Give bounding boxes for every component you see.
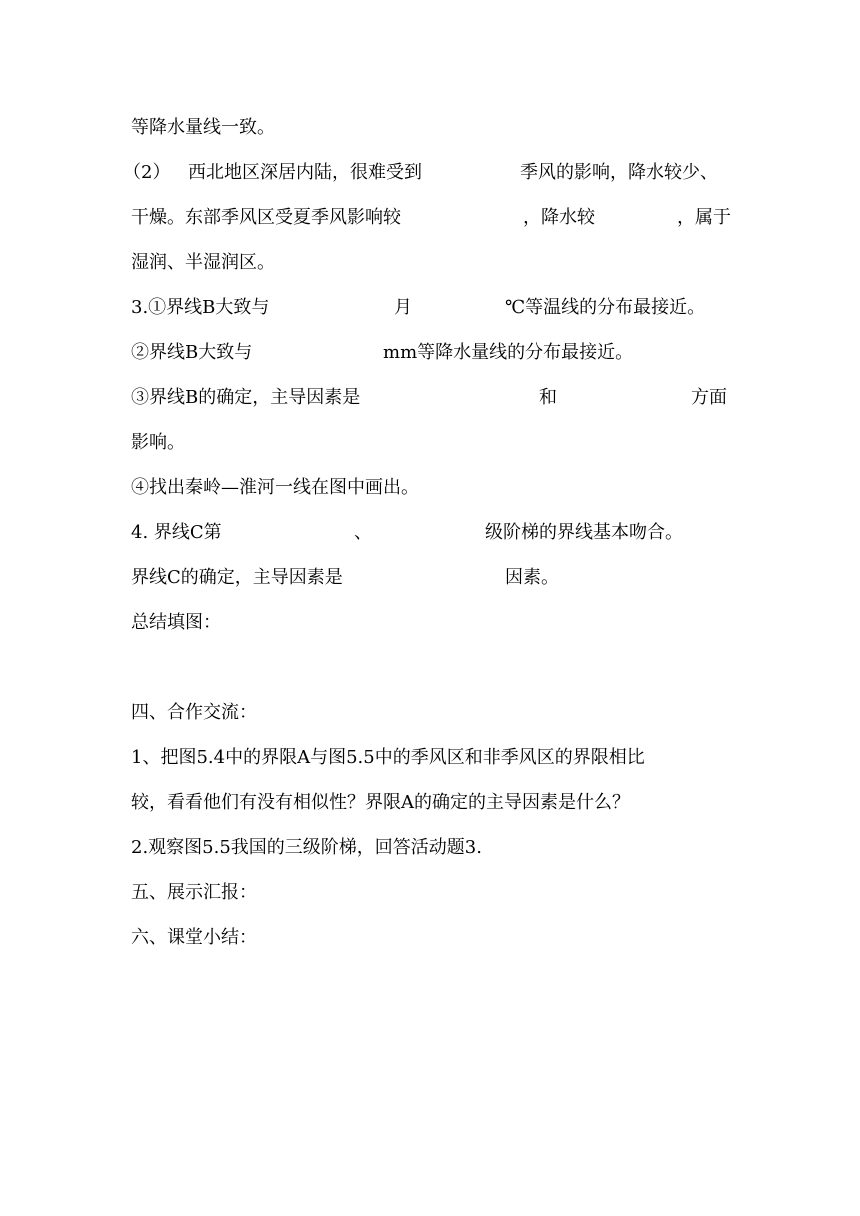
paragraph-text: 较，看看他们有没有相似性？界限A的确定的主导因素是什么？ <box>131 792 630 813</box>
question-text: 因素。 <box>505 567 559 588</box>
text-line <box>131 563 731 593</box>
text-line <box>131 248 731 278</box>
question-text: 和 <box>539 387 557 408</box>
paragraph-text: 干燥。东部季风区受夏季风影响较 <box>131 207 401 228</box>
section-heading: 四、合作交流： <box>131 702 257 723</box>
section-heading: 五、展示汇报： <box>131 882 257 903</box>
text-line <box>131 833 731 863</box>
question-text: mm等降水量线的分布最接近。 <box>383 342 634 363</box>
question-text: ③界线B的确定，主导因素是 <box>131 387 361 408</box>
question-text: ④找出秦岭—淮河一线在图中画出。 <box>131 477 419 498</box>
text-line <box>131 518 731 548</box>
question-text: 方面 <box>691 387 727 408</box>
paragraph-text: 2.观察图5.5我国的三级阶梯，回答活动题3. <box>131 837 482 858</box>
text-line <box>131 383 731 413</box>
section-heading: 六、课堂小结： <box>131 927 257 948</box>
section-label: 总结填图： <box>131 612 221 633</box>
text-line <box>131 608 731 638</box>
question-text: 3.①界线B大致与 <box>131 297 270 318</box>
paragraph-text: ，属于 <box>677 207 731 228</box>
question-text: ℃等温线的分布最接近。 <box>505 297 706 318</box>
question-text: ②界线B大致与 <box>131 342 253 363</box>
text-line <box>131 113 731 143</box>
item-number: （2） <box>123 162 171 183</box>
text-line <box>131 698 731 728</box>
text-line <box>131 293 731 323</box>
paragraph-text: 季风的影响，降水较少、 <box>520 162 718 183</box>
paragraph-text: 等降水量线一致。 <box>131 117 275 138</box>
paragraph-text: 湿润、半湿润区。 <box>131 252 275 273</box>
text-line <box>131 473 731 503</box>
text-line <box>131 428 731 458</box>
text-line <box>131 743 731 773</box>
question-text: 、 <box>354 522 372 543</box>
text-line <box>131 338 731 368</box>
text-line <box>131 923 731 953</box>
question-text: 4. 界线C第 <box>131 522 222 543</box>
text-line <box>131 788 731 818</box>
paragraph-text: 1、把图5.4中的界限A与图5.5中的季风区和非季风区的界限相比 <box>131 747 645 768</box>
question-text: 界线C的确定，主导因素是 <box>131 567 343 588</box>
question-text: 影响。 <box>131 432 185 453</box>
paragraph-text: ，降水较 <box>523 207 595 228</box>
text-line <box>131 203 731 233</box>
text-line <box>131 878 731 908</box>
question-text: 月 <box>394 297 412 318</box>
text-line <box>123 158 731 188</box>
paragraph-text: 西北地区深居内陆，很难受到 <box>188 162 422 183</box>
question-text: 级阶梯的界线基本吻合。 <box>485 522 683 543</box>
